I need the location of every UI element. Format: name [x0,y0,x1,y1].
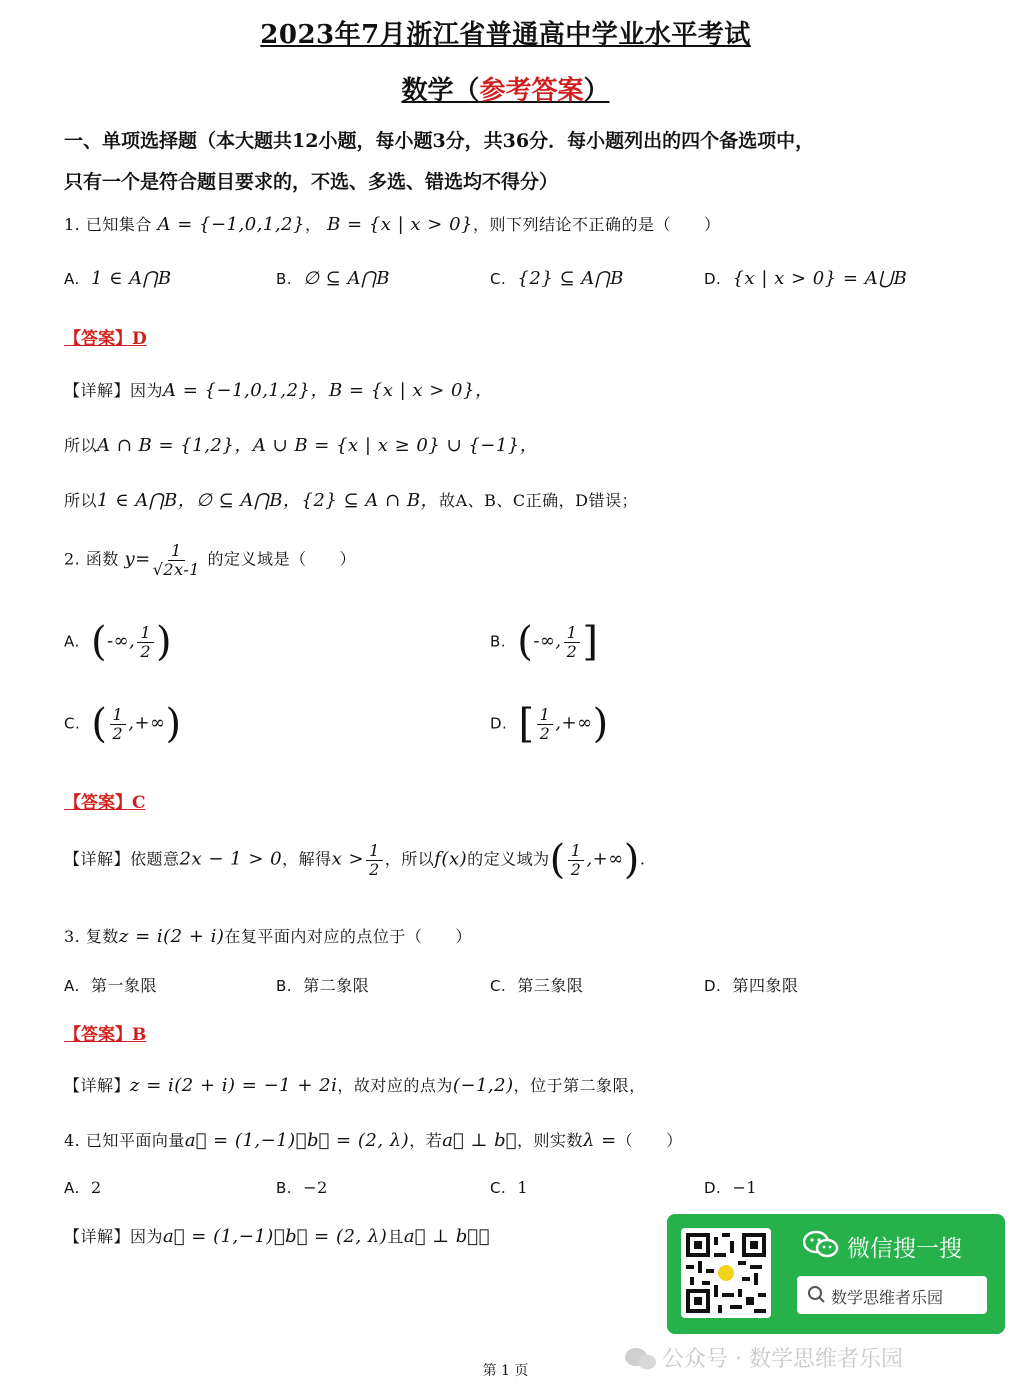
q2-option-c-b: ,+∞ [128,712,166,734]
q1-option-a-text: 1 ∈ A⋂B [90,268,172,289]
q2-option-b-num: 1 [564,624,581,643]
question-2 [64,542,356,578]
q4-option-a-text: 2 [90,1178,102,1197]
q2-detail-left-paren: ( [549,837,566,883]
q4-option-b[interactable] [276,1178,328,1197]
q1-set-b: B = {x | x > 0} [327,214,474,235]
q2-tail: 的定义域是（ ） [207,549,357,569]
q1-option-b-text: ∅ ⊆ A⋂B [303,268,390,289]
q2-detail-num2: 1 [568,842,585,861]
q4-option-d-text: −1 [732,1178,758,1197]
q3-math: z = i(2 + i) [118,926,225,947]
q2-detail-frac [366,842,383,878]
q3-option-b-text: 第二象限 [303,976,370,995]
q2-y: y= [124,548,151,570]
q1-tail: ，则下列结论不正确的是（ ） [473,215,721,234]
q3-option-b-label: B. [276,977,293,995]
q3-option-d[interactable] [704,973,799,996]
q3-detail-math: z = i(2 + i) = −1 + 2i [130,1075,338,1096]
q1-option-d[interactable] [704,268,907,289]
q2-option-c-frac [110,706,127,742]
q1-number: 1. [64,215,81,234]
question-4 [64,1128,683,1151]
q2-option-b-frac [564,624,581,660]
q3-detail-point: (−1,2) [452,1075,514,1096]
q4-math2: a⃗ ⊥ b⃗ [442,1130,517,1151]
q2-option-d[interactable] [490,701,609,747]
q2-option-d-frac [537,706,554,742]
qr-code [681,1228,771,1318]
q2-option-c-right: ) [165,701,182,747]
question-3 [64,924,472,947]
q1-comma: ， [304,215,322,234]
q4-lead: 已知平面向量 [85,1131,185,1150]
q2-denominator: √2x-1 [152,559,200,579]
q4-detail-math1: a⃗ = (1,−1)，b⃗ = (2, λ) [163,1226,388,1247]
q1-option-b-label: B. [276,270,293,288]
q1-detail-line2-prefix: 所以 [64,436,98,455]
wechat-search-text: 数学思维者乐园 [831,1288,944,1307]
q2-detail-end: . [639,849,646,869]
q4-option-a[interactable] [64,1178,102,1197]
wechat-search-label: 微信搜一搜 [847,1236,962,1262]
q3-option-a-label: A. [64,977,80,995]
q2-detail-num: 1 [366,842,383,861]
q2-numerator: 1 [168,542,185,561]
q3-option-d-text: 第四象限 [732,976,799,995]
q4-option-d[interactable] [704,1178,757,1197]
q4-detail [64,1224,490,1247]
q4-detail-prefix: 【详解】因为 [64,1227,164,1246]
q1-lead: 已知集合 [85,215,152,234]
watermark-text: 公众号 · 数学思维者乐园 [662,1347,903,1372]
subtitle-suffix: ） [583,76,610,106]
q4-number: 4. [64,1131,81,1150]
q1-option-b[interactable] [276,268,390,289]
q3-option-a-text: 第一象限 [90,976,157,995]
q3-detail-prefix: 【详解】 [64,1076,131,1095]
q3-detail-mid: ，故对应的点为 [337,1076,453,1095]
q2-detail-b: ,+∞ [586,848,624,870]
q2-option-b-right: ] [582,619,599,665]
q2-option-c-left: ( [91,701,108,747]
q2-detail-right-paren: ) [623,837,640,883]
q3-number: 3. [64,927,81,946]
q4-option-c-text: 1 [517,1178,529,1197]
q4-option-c[interactable] [490,1178,528,1197]
section-heading-line2: 只有一个是符合题目要求的，不选、多选、错选均不得分） [64,171,559,193]
q2-lead: 函数 [85,549,119,569]
q1-option-d-text: {x | x > 0} = A⋃B [732,268,908,289]
q1-set-a: A = {−1,0,1,2} [157,214,305,235]
q4-tail: （ ） [616,1131,683,1150]
q2-option-b[interactable] [490,619,599,665]
q2-option-b-den: 2 [566,641,578,661]
q1-detail-line2 [64,431,538,457]
q2-option-c-label: C. [64,714,81,733]
q4-tail-pre: ，则实数 [516,1131,583,1150]
q1-detail-line3 [64,486,638,512]
q2-option-a-label: A. [64,632,80,651]
q3-tail: 在复平面内对应的点位于（ ） [224,927,472,946]
q4-detail-math2: a⃗ ⊥ b⃗， [403,1226,490,1247]
q2-option-d-num: 1 [537,706,554,725]
q2-fraction [153,542,200,578]
subtitle-prefix: 数学（ [401,76,480,106]
q2-detail-math1: 2x − 1 > 0 [179,848,283,870]
question-1 [64,212,721,235]
q2-detail-mid3: 的定义域为 [467,849,550,869]
wechat-search-input[interactable] [797,1276,987,1314]
q2-option-c-num: 1 [110,706,127,725]
q2-option-a[interactable] [64,619,173,665]
section-heading-line1: 一、单项选择题（本大题共12小题，每小题3分，共36分．每小题列出的四个备选项中， [64,130,815,152]
q1-detail-math2: A ∩ B = {1,2}，A ∪ B = {x | x ≥ 0} ∪ {−1}， [97,435,539,456]
q1-option-c[interactable] [490,268,624,289]
q3-option-c-label: C. [490,977,507,995]
q2-option-a-left: ( [90,619,108,665]
wechat-logo-icon [803,1230,839,1260]
q2-option-a-right: ) [156,619,173,665]
q4-option-b-text: −2 [303,1178,328,1197]
q2-option-b-label: B. [490,632,507,651]
q3-option-c[interactable] [490,973,583,996]
q1-detail-prefix: 【详解】因为 [64,381,164,400]
q1-option-d-label: D. [704,270,722,288]
q2-detail-frac2 [568,842,585,878]
q2-option-c[interactable] [64,701,182,747]
q1-detail-line3-prefix: 所以 [64,491,98,510]
q2-option-d-left: [ [518,701,535,747]
q4-mid: ，若 [409,1131,443,1150]
q4-math3: λ = [582,1130,617,1151]
q2-option-d-den: 2 [539,723,551,743]
q2-answer: 【答案】C [64,793,146,813]
q3-option-d-label: D. [704,977,722,995]
q1-option-c-label: C. [490,270,507,288]
q1-detail-math1: A = {−1,0,1,2}，B = {x | x > 0}， [163,380,494,401]
q1-option-a[interactable] [64,268,172,289]
q4-option-b-label: B. [276,1179,293,1197]
q1-option-a-label: A. [64,270,80,288]
q1-detail-tail: 故A、B、C正确，D错误； [439,491,638,510]
q2-detail-math2: x > [331,848,365,870]
page-subtitle [0,70,1011,107]
q1-detail-line1 [64,376,493,402]
q2-option-a-num: 1 [137,624,154,643]
q2-detail-mid2: ，所以 [384,849,435,869]
q2-option-d-right: ) [592,701,609,747]
q2-option-a-den: 2 [140,641,152,661]
q3-option-a[interactable] [64,973,157,996]
q2-detail-prefix: 【详解】依题意 [64,849,180,869]
q2-detail-mid: ，解得 [282,849,332,869]
subtitle-red: 参考答案 [479,76,584,106]
q2-option-a-frac [137,624,154,660]
q2-detail-den2: 2 [570,859,582,879]
wechat-search-card[interactable] [667,1214,1005,1334]
q3-detail-tail: ，位于第二象限， [513,1076,646,1095]
q3-lead: 复数 [85,927,119,946]
q3-option-b[interactable] [276,973,369,996]
q4-option-a-label: A. [64,1179,80,1197]
q3-option-c-text: 第三象限 [517,976,584,995]
q4-math1: a⃗ = (1,−1)，b⃗ = (2, λ) [184,1130,410,1151]
q4-detail-mid: 且 [387,1227,404,1246]
q2-detail-den: 2 [369,859,380,879]
q4-option-d-label: D. [704,1179,722,1197]
page-title: 2023年7月浙江省普通高中学业水平考试 [260,20,751,50]
q2-option-d-b: ,+∞ [555,712,593,734]
q1-detail-math3: 1 ∈ A⋂B，∅ ⊆ A⋂B，{2} ⊆ A ∩ B， [97,490,440,511]
search-icon [807,1285,827,1305]
q4-option-c-label: C. [490,1179,507,1197]
q2-option-d-label: D. [490,714,508,733]
q3-answer: 【答案】B [64,1025,147,1045]
q1-answer: 【答案】D [64,329,147,349]
q2-number: 2. [64,549,81,569]
qr-code-icon [686,1233,766,1313]
q3-detail [64,1073,646,1096]
q1-option-c-text: {2} ⊆ A⋂B [517,268,624,289]
q2-detail [64,837,646,883]
q2-option-a-a: -∞, [107,630,136,652]
q2-option-c-den: 2 [112,723,124,743]
page-footer: 第 1 页 [482,1363,529,1379]
q2-option-b-left: ( [517,619,534,665]
q2-detail-math3: f(x) [434,848,468,870]
q2-option-b-a: -∞, [533,630,562,652]
